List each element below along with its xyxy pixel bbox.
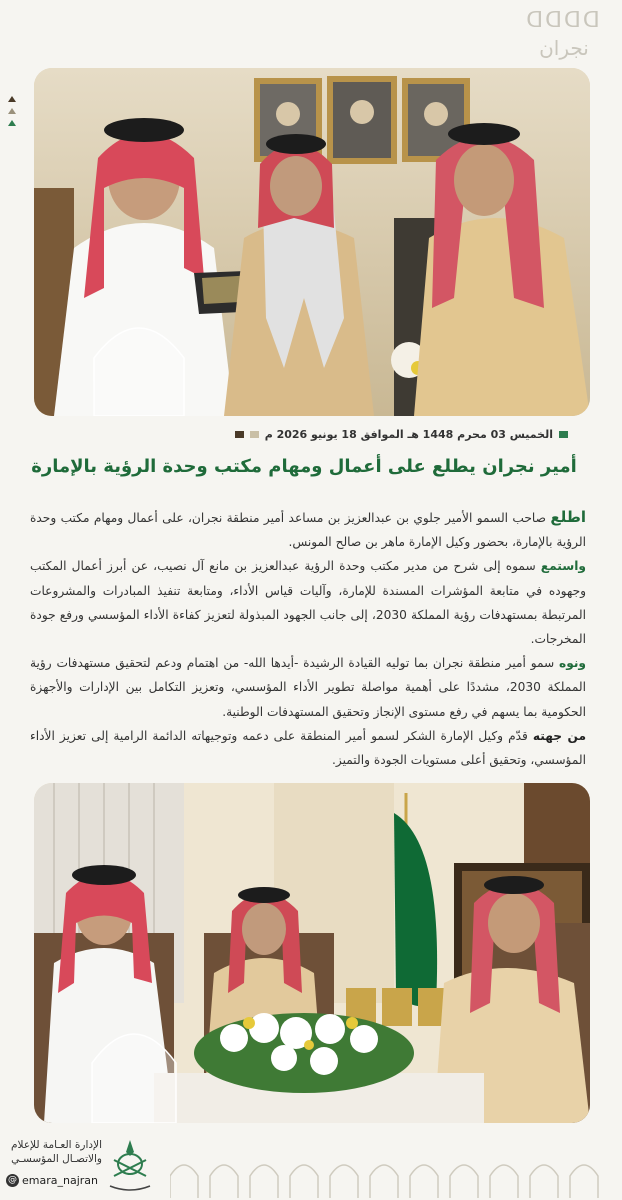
headline: أمير نجران يطلع على أعمال ومهام مكتب وحدة الرؤية بالإمارة bbox=[31, 456, 577, 477]
department-name bbox=[6, 1138, 102, 1166]
najran-logo-glyphs: ᗡᗡᗡᗡ bbox=[526, 8, 602, 33]
photo-meeting-folder bbox=[34, 68, 590, 416]
department-line-2: والاتصـال المؤسسـي bbox=[11, 1153, 102, 1165]
triangle-green-icon bbox=[8, 120, 16, 126]
square-mid-icon bbox=[250, 431, 259, 438]
side-decoration bbox=[8, 96, 18, 132]
paragraph-lead: واستمع bbox=[540, 559, 586, 574]
article-paragraph-3 bbox=[30, 651, 586, 724]
date-row bbox=[235, 428, 568, 441]
article-body bbox=[30, 505, 586, 772]
paragraph-lead: ونوه bbox=[559, 656, 586, 671]
date-text: الخميس 03 محرم 1448 هـ الموافق 18 يونيو 2026 م bbox=[264, 428, 553, 441]
footer-arches-pattern bbox=[170, 1148, 612, 1198]
department-line-1: الإدارة العـامة للإعلام bbox=[11, 1139, 102, 1151]
paragraph-lead: من جهته bbox=[532, 728, 587, 743]
article-paragraph-1 bbox=[30, 505, 586, 554]
najran-logo bbox=[524, 8, 604, 68]
photo-seated-meeting bbox=[34, 783, 590, 1123]
article-paragraph-2 bbox=[30, 554, 586, 651]
triangle-mid-icon bbox=[8, 108, 16, 114]
article-paragraph-4 bbox=[30, 724, 586, 772]
square-dark-icon bbox=[559, 431, 568, 438]
paragraph-text: قدّم وكيل الإمارة الشكر لسمو أمير المنطقة على دعمه وتوجيهاته الدائمة الرامية إلى تعزيز الأداء المؤسسي، وتحقيق أعلى مستويات الجودة والتميز. bbox=[30, 728, 586, 768]
saudi-emblem-icon bbox=[104, 1136, 156, 1194]
paragraph-text: سمو أمير منطقة نجران بما توليه القيادة الرشيدة -أيدها الله- من اهتمام ودعم لتحقيق مستهدفات رؤية المملكة 2030، مشددًا على أهمية مواصلة تطوير الأداء المؤسسي، وتعزيز التكامل بين الإدارات والأجهزة الحكومية بما يسهم في رفع مستوى الإنجاز وتحقيق المستهدفات الوطنية. bbox=[30, 656, 587, 719]
at-icon: @ bbox=[8, 1175, 17, 1185]
triangle-dark-icon bbox=[8, 96, 16, 102]
square-brown-icon bbox=[235, 431, 244, 438]
paragraph-text: صاحب السمو الأمير جلوي بن عبدالعزيز بن مساعد أمير منطقة نجران، على أعمال ومهام مكتب وحدة الرؤية بالإمارة، بحضور وكيل الإمارة ماهر بن صالح المونس. bbox=[30, 511, 586, 550]
paragraph-lead: اطلع bbox=[550, 508, 586, 526]
social-handle-text: emara_najran bbox=[22, 1174, 98, 1187]
paragraph-text: سموه إلى شرح من مدير مكتب وحدة الرؤية عبدالعزيز بن مانع آل نصيب، عن أبرز أعمال المكتب وجهوده في متابعة المؤشرات المسندة للإمارة، وآليات قياس الأداء، ومتابعة تنفيذ المبادرات والمشروعات المرتبطة بمستهدفات رؤية المملكة 2030، إلى جانب الجهود المبذولة لتعزيز كفاءة الأداء المؤسسي ورفع جودة المخرجات. bbox=[30, 559, 586, 647]
najran-logo-name: نجران bbox=[539, 36, 589, 60]
social-handle[interactable] bbox=[6, 1174, 98, 1187]
footer bbox=[0, 1128, 622, 1200]
